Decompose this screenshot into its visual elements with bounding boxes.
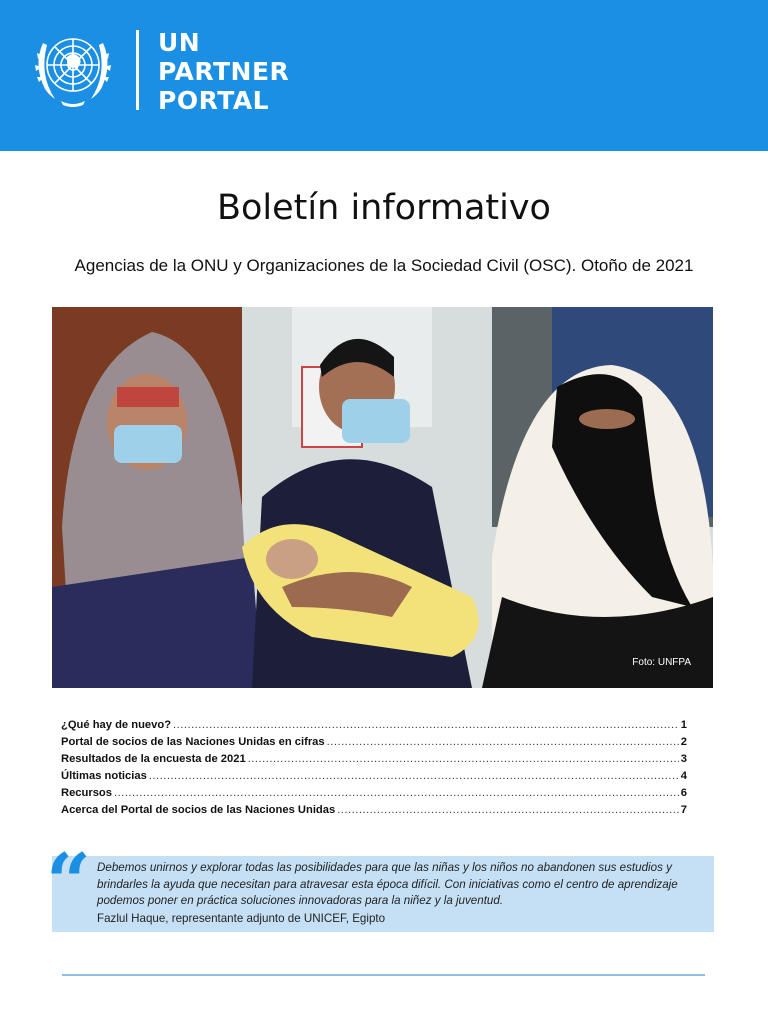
quote-text: Debemos unirnos y explorar todas las posibilidades para que las niñas y los niños no abandonen sus estudios y brindarles la ayuda que necesitan para atravesar esta época difícil. Con iniciativas como el centro de aprendizaje podemos poner en práctica soluciones innovadoras para la niñez y la juventud. xyxy=(97,861,678,907)
toc-item-label: Resultados de la encuesta de 2021 xyxy=(61,753,246,765)
photo-credit: Foto: UNFPA xyxy=(632,657,691,668)
table-of-contents xyxy=(61,719,687,821)
header-banner xyxy=(0,0,768,151)
un-emblem-icon xyxy=(25,29,121,111)
toc-item[interactable] xyxy=(61,736,687,753)
toc-leader-dots xyxy=(337,804,679,816)
toc-item[interactable] xyxy=(61,770,687,787)
toc-leader-dots xyxy=(327,736,679,748)
toc-item-page: 7 xyxy=(680,804,687,816)
cover-photo xyxy=(52,307,713,688)
photo-illustration xyxy=(52,307,713,688)
toc-item[interactable] xyxy=(61,804,687,821)
toc-item-label: Recursos xyxy=(61,787,112,799)
toc-item-page: 4 xyxy=(680,770,687,782)
header-divider xyxy=(136,30,139,110)
toc-item-page: 3 xyxy=(680,753,687,765)
toc-item-label: ¿Qué hay de nuevo? xyxy=(61,719,172,731)
toc-item-label: Últimas noticias xyxy=(61,770,147,782)
toc-item-page: 1 xyxy=(680,719,687,731)
logo-line-partner: PARTNER xyxy=(158,57,290,86)
logo-line-portal: PORTAL xyxy=(158,86,270,115)
bottom-divider xyxy=(62,974,705,976)
quote-author: Fazlul Haque, representante adjunto de UNICEF, Egipto xyxy=(97,912,386,925)
toc-item-label: Acerca del Portal de socios de las Naciones Unidas xyxy=(61,804,336,816)
toc-item[interactable] xyxy=(61,753,687,770)
page-title: Boletín informativo xyxy=(217,188,551,228)
portal-logo-text xyxy=(158,28,289,115)
toc-item-label: Portal de socios de las Naciones Unidas en cifras xyxy=(61,736,325,748)
toc-item[interactable] xyxy=(61,787,687,804)
toc-item[interactable] xyxy=(61,719,687,736)
toc-leader-dots xyxy=(149,770,679,782)
toc-leader-dots xyxy=(248,753,679,765)
page-subtitle: Agencias de la ONU y Organizaciones de la Sociedad Civil (OSC). Otoño de 2021 xyxy=(74,256,694,275)
quote-mark-icon: “ xyxy=(46,837,91,928)
toc-item-page: 2 xyxy=(680,736,687,748)
quote-box xyxy=(46,837,714,932)
logo-line-un: UN xyxy=(158,28,201,57)
toc-item-page: 6 xyxy=(680,787,687,799)
toc-leader-dots xyxy=(173,719,679,731)
toc-leader-dots xyxy=(114,787,679,799)
